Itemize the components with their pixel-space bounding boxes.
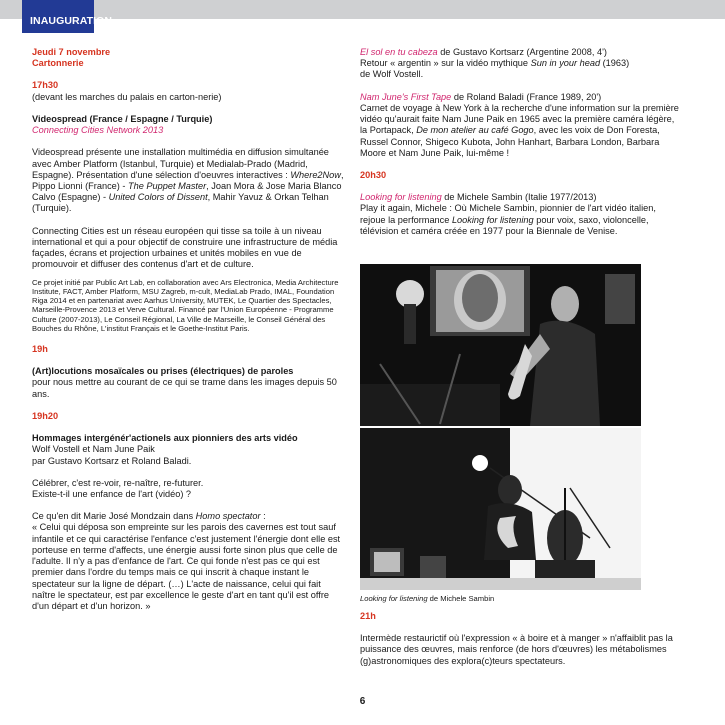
performance-photo-saxophone	[360, 264, 641, 426]
project-credits: Ce projet initié par Public Art Lab, en collaboration avec Ars Electronica, Media Architecture Institute, FACT, Amber Platform, MSU Zagreb, m-cult, MediaLab Prado, IMAL, Foundation Riga 2014 et en partenariat avec Aarhus University, MUTEK, Le Quartier des Spectacles, Marseille-Provence 2013 et Verve Cultural. Financé par l'Union Européenne - Programme Culture (2007-2013), Le Conseil Régional, La Ville de Marseille, le Conseil Général des Bouches du Rhône, L'institut Français et le Goethe-Institut Paris.	[32, 277, 339, 333]
work-sol-en-tu-cabeza: El sol en tu cabeza de Gustavo Kortsarz (Argentine 2008, 4')	[360, 47, 607, 57]
right-column	[360, 47, 680, 237]
hommages-line-1: Célébrer, c'est re-voir, re-naître, re-futurer.	[32, 477, 204, 488]
right-lower	[360, 611, 680, 667]
section-tag: INAUGURATION	[22, 0, 94, 33]
videospread-subtitle: Connecting Cities Network 2013	[32, 125, 164, 136]
event-venue: Cartonnerie	[32, 58, 84, 69]
photo-caption: Looking for listening de Michele Sambin	[360, 594, 495, 603]
work-looking-for-listening: Looking for listening de Michele Sambin (Italie 1977/2013)	[360, 192, 597, 203]
performance-photo-cello	[360, 428, 641, 590]
page-number: 6	[359, 696, 366, 707]
hommages-artists: Wolf Vostell et Nam June Paik	[32, 444, 155, 455]
work-sol-desc: Retour « argentin » sur la vidéo mythique Sun in your head (1963)	[360, 58, 630, 69]
photo-saxophone-drawing	[360, 264, 641, 426]
hommages-authors: par Gustavo Kortsarz et Roland Baladi.	[32, 455, 192, 466]
time-19h: 19h	[32, 344, 48, 354]
work-sol-desc-2: de Wolf Vostell.	[360, 69, 424, 80]
intermede-text: Intermède restaurictif où l'expression « à boire et à manger » n'affaiblit pas la puissance des œuvres, mais renforce (de hors d'œuvres) les métabolismes (g)astronomiques des explora(c)teurs spectateurs.	[360, 633, 673, 666]
time-19h20: 19h20	[32, 410, 59, 421]
artlocutions-title: (Art)locutions mosaïcales ou prises (électriques) de paroles	[32, 366, 294, 377]
artlocutions-body: pour nous mettre au courant de ce qui se trame dans les images depuis 50 ans.	[32, 377, 337, 399]
work-looking-desc: Play it again, Michele : Où Michele Sambin, pionnier de l'art vidéo italien, rejoue la performance Looking for listening pour voix, saxo, violoncelle, télévision et caméra créée en 1977 pour la Biennale de Venise.	[360, 203, 656, 236]
mondzain-quote: « Celui qui déposa son empreinte sur les parois des cavernes est tout sauf infantile et ce qui caractérise l'enfance c'est justement l'énergie dont elle est porteuse en terme d'affects, une énergie aussi forte sinon plus que celle de l'adulte. Il n'y a pas d'enfance de l'art. Ce qui fonde n'est pas ce qui est premier dans l'ordre du temps mais ce qui inscrit à chaque instant le spectateur sur la ligne de départ. (…) L'acte de naissance, celui qui fait naître le spectateur, est par excellence le geste d'art en tant qu'il est offre d'un départ et d'un horizon. »	[32, 522, 341, 611]
time-note: (devant les marches du palais en carton-nerie)	[32, 91, 222, 102]
time-20h30: 20h30	[360, 169, 387, 180]
photo-cello-drawing	[360, 428, 641, 590]
mondzain-citation: Ce qu'en dit Marie José Mondzain dans Homo spectator :	[32, 511, 266, 522]
work-first-tape-desc: Carnet de voyage à New York à la recherche d'une information sur la première vidéo qu'aurait faite Nam June Paik en 1965 avec la première caméra légère, la Portapack, De mon atelier au café Gogo, avec les voix de Don Foresta, Russel Connor, Shigeco Kubota, John Hanhart, Barbara London, Barbara Moore et Nam June Paik, lui-même !	[360, 102, 679, 158]
event-date: Jeudi 7 novembre	[32, 47, 111, 57]
hommages-line-2: Existe-t-il une enfance de l'art (vidéo) ?	[32, 488, 192, 499]
time-1730: 17h30	[32, 80, 59, 91]
hommages-title: Hommages intergénér'actionels aux pionniers des arts vidéo	[32, 433, 298, 444]
time-21h: 21h	[360, 611, 376, 621]
work-first-tape: Nam June's First Tape de Roland Baladi (France 1989, 20')	[360, 91, 602, 102]
videospread-description: Videospread présente une installation multimédia en diffusion simultanée avec Amber Platform (Istanbul, Turquie) et Medialab-Prado (Madrid, Espagne). Présentation d'une sélection d'oeuvres interactives : Where2Now, Pippo Lionni (France) - The Puppet Master, Joan Mora & Jose Maria Blanco Calvo (Espagne) - United Colors of Dissent, Mahir Yavuz & Orkan Telhan (Turquie).	[32, 147, 344, 214]
videospread-title: Videospread (France / Espagne / Turquie)	[32, 113, 213, 124]
left-column	[32, 47, 344, 612]
connecting-cities-text: Connecting Cities est un réseau européen qui tisse sa toile à un niveau international et qui a pour objectif de construire une infrastructure de média façades, écrans et projection urbaines et unités mobiles en vue de promouvoir et diffuser des contenus d'art et de culture.	[32, 225, 338, 270]
